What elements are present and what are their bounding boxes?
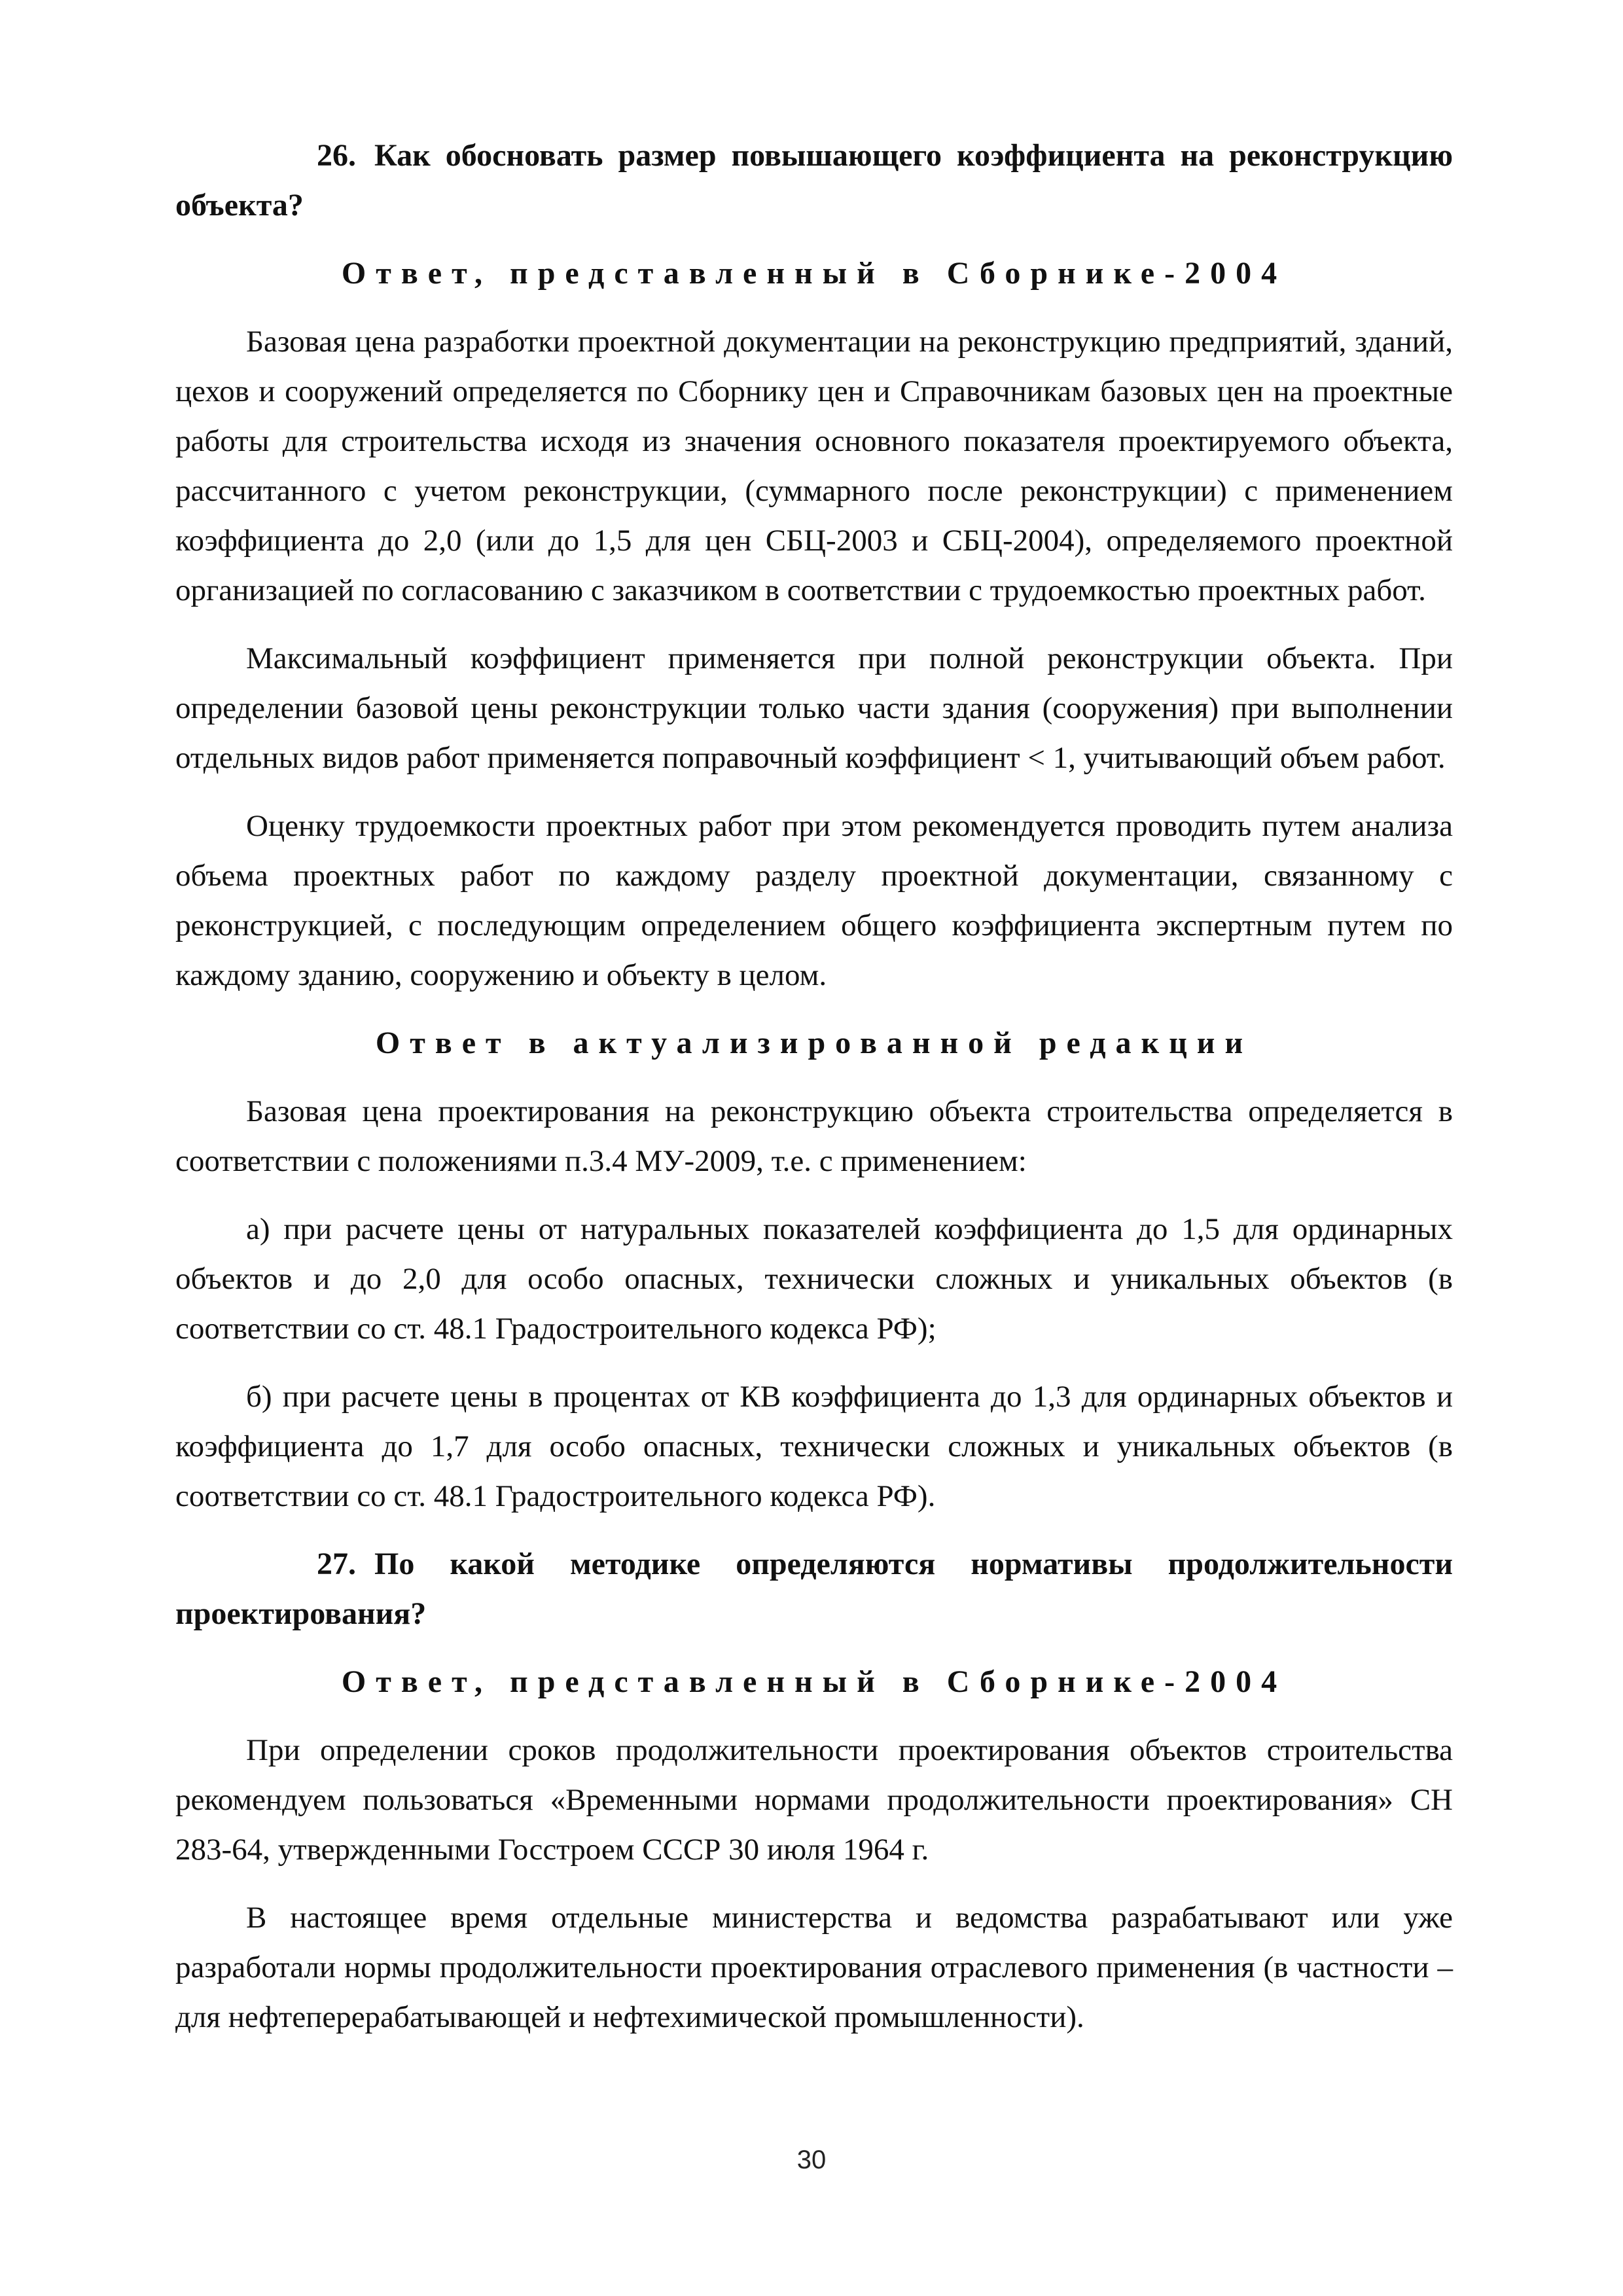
question-26-heading <box>175 131 1453 230</box>
answer-26-updated-paragraph-1: Базовая цена проектирования на реконструкцию объекта строительства определяется в соответствии с положениями п.3.4 МУ-2009, т.е. с применением: <box>175 1094 1453 1178</box>
answer-27-2004-paragraph-1: При определении сроков продолжительности проектирования объектов строительства рекомендуем пользоваться «Временными нормами продолжительности проектирования» СН 283-64, утвержденными Госстроем СССР 30 июля 1964 г. <box>175 1733 1453 1867</box>
page-number: 30 <box>796 2145 827 2174</box>
question-27-heading <box>175 1539 1453 1639</box>
question-26-title: Как обосновать размер повышающего коэффициента на реконструкцию объекта? <box>175 138 1453 223</box>
question-27-number: 27. <box>317 1547 356 1581</box>
question-26-number: 26. <box>317 138 356 173</box>
answer-27-2004-paragraph-2: В настоящее время отдельные министерства и ведомства разрабатывают или уже разработали нормы продолжительности проектирования отраслевого применения (в частности – для нефтеперерабатывающей и нефтехимической промышленности). <box>175 1901 1453 2034</box>
page-content <box>175 131 1453 2042</box>
answer-26-updated-item-a: а) при расчете цены от натуральных показателей коэффициента до 1,5 для ординарных объектов и до 2,0 для особо опасных, технически сложных и уникальных объектов (в соответствии со ст. 48.1 Градостроительного кодекса РФ); <box>175 1212 1453 1346</box>
answer-26-2004-paragraph-1: Базовая цена разработки проектной документации на реконструкцию предприятий, зданий, цехов и сооружений определяется по Сборнику цен и Справочникам базовых цен на проектные работы для строительства исходя из значения основного показателя проектируемого объекта, рассчитанного с учетом реконструкции, (суммарного после реконструкции) с применением коэффициента до 2,0 (или до 1,5 для цен СБЦ-2003 и СБЦ-2004), определяемого проектной организацией по согласованию с заказчиком в соответствии с трудоемкостью проектных работ. <box>175 325 1453 607</box>
question-27-title: По какой методике определяются нормативы продолжительности проектирования? <box>175 1547 1453 1631</box>
answer-26-2004-title: Ответ, представленный в Сборнике-2004 <box>341 256 1287 291</box>
answer-26-2004-paragraph-3: Оценку трудоемкости проектных работ при этом рекомендуется проводить путем анализа объема проектных работ по каждому разделу проектной документации, связанному с реконструкцией, с последующим определением общего коэффициента экспертным путем по каждому зданию, сооружению и объекту в целом. <box>175 809 1453 992</box>
answer-27-2004-title: Ответ, представленный в Сборнике-2004 <box>341 1664 1287 1699</box>
answer-26-updated-item-b: б) при расчете цены в процентах от КВ коэффициента до 1,3 для ординарных объектов и коэффициента до 1,7 для особо опасных, технически сложных и уникальных объектов (в соответствии со ст. 48.1 Градостроительного кодекса РФ). <box>175 1380 1453 1513</box>
answer-26-2004-paragraph-2: Максимальный коэффициент применяется при полной реконструкции объекта. При определении базовой цены реконструкции только части здания (сооружения) при выполнении отдельных видов работ применяется поправочный коэффициент < 1, учитывающий объем работ. <box>175 641 1453 775</box>
answer-26-updated-title: Ответ в актуализированной редакции <box>375 1026 1253 1060</box>
